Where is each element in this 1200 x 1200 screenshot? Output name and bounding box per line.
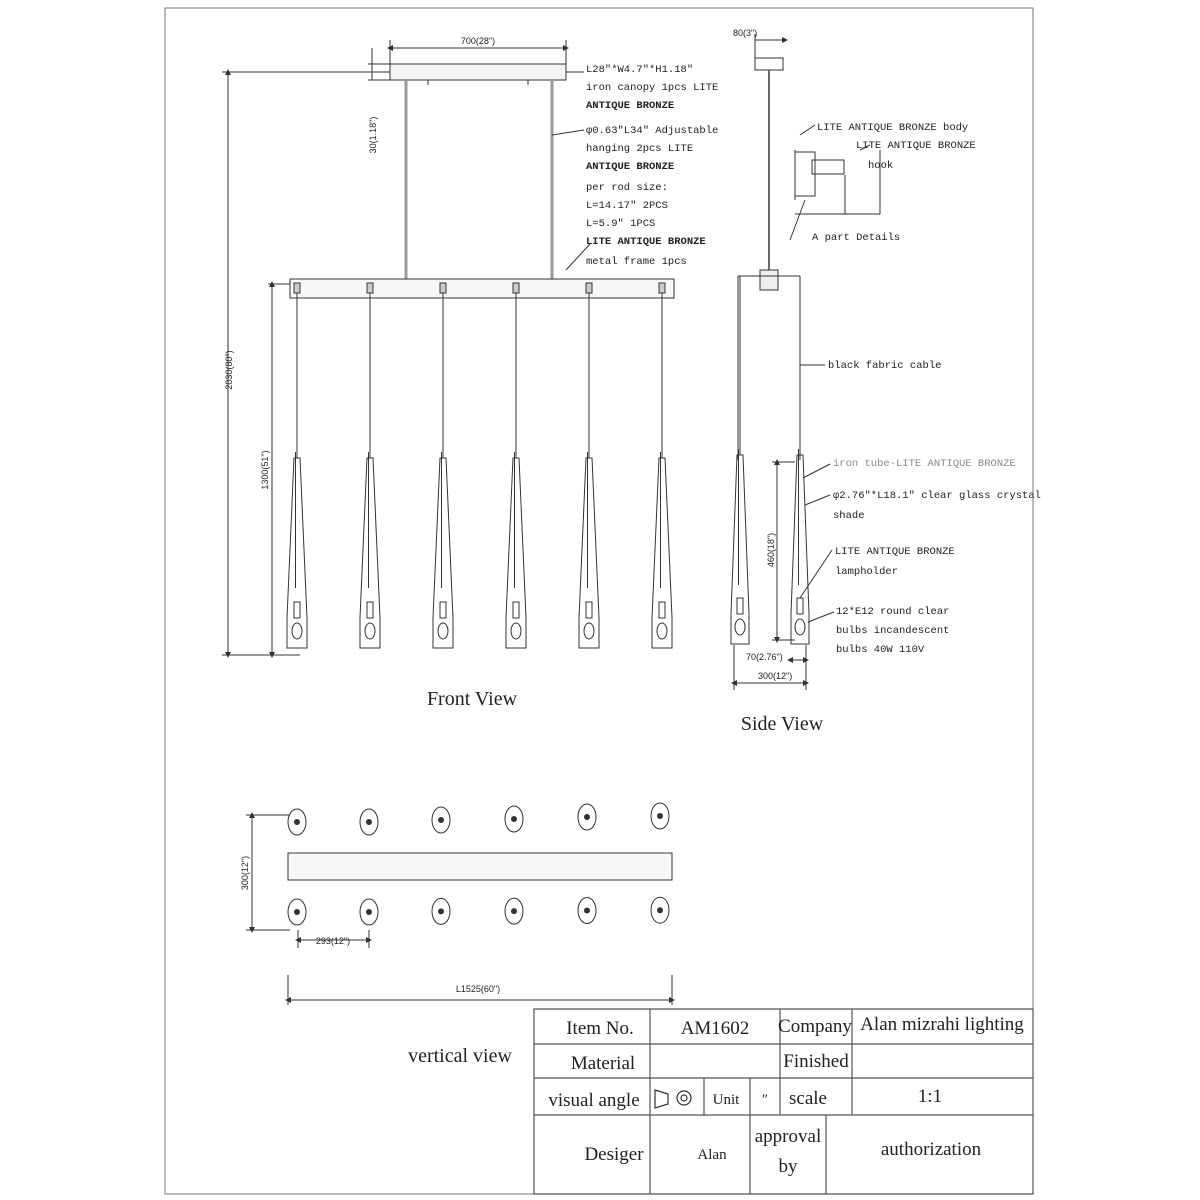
- pendant-glass-shade: [731, 455, 749, 644]
- svg-text:φ0.63"L34" Adjustable: φ0.63"L34" Adjustable: [586, 125, 719, 137]
- company-value: Alan mizrahi lighting: [860, 1014, 1024, 1035]
- pendant-lampholder: [586, 602, 592, 618]
- pendant-glass-shade: [360, 458, 380, 648]
- pendant-lampholder: [737, 598, 743, 614]
- svg-text:metal frame 1pcs: metal frame 1pcs: [586, 256, 687, 268]
- pendant-top-center: [294, 819, 300, 825]
- vertical-dim-depth: 300(12"): [240, 855, 250, 891]
- side-view-title: Side View: [740, 713, 824, 735]
- vertical-dim-length: L1525(60"): [455, 984, 501, 994]
- pendant: [433, 293, 453, 648]
- pendant-top-center: [584, 814, 590, 820]
- bulb-note-3: bulbs 40W 110V: [836, 644, 925, 656]
- pendant-lampholder: [513, 602, 519, 618]
- side-dim-shade-width: 70(2.76"): [746, 652, 783, 662]
- pendant-top-center: [584, 908, 590, 914]
- item-no-label: Item No.: [566, 1018, 634, 1039]
- pendant-lampholder: [440, 602, 446, 618]
- pendant-bulb: [657, 623, 667, 639]
- svg-text:per rod size:: per rod size:: [586, 182, 668, 194]
- pendant-glass-shade: [579, 458, 599, 648]
- vertical-dim-spacing: 293(12"): [315, 936, 351, 946]
- pendant: [652, 293, 672, 648]
- shade-note-2: shade: [833, 510, 865, 522]
- front-view-title: Front View: [426, 688, 518, 710]
- tube-note: iron tube-LITE ANTIQUE BRONZE: [833, 458, 1016, 470]
- designer-label: Desiger: [584, 1144, 644, 1165]
- finished-label: Finished: [783, 1051, 849, 1072]
- pendant-top-center: [511, 908, 517, 914]
- pendant-connector: [294, 283, 300, 293]
- metal-frame: [290, 279, 674, 298]
- visual-angle-label: visual angle: [548, 1090, 640, 1111]
- dim-top-text: 700(28"): [460, 36, 496, 46]
- detail-note-hook: hook: [868, 160, 894, 172]
- company-label: Company: [778, 1016, 852, 1037]
- pendant: [731, 276, 749, 644]
- holder-note-2: lampholder: [835, 566, 899, 578]
- pendant-bulb: [292, 623, 302, 639]
- front-pendants: [287, 283, 672, 648]
- pendant: [360, 293, 380, 648]
- pendant: [506, 293, 526, 648]
- pendant-connector: [659, 283, 665, 293]
- pendant-top-center: [438, 817, 444, 823]
- side-pendants: [731, 276, 809, 644]
- side-canopy: [755, 58, 783, 70]
- svg-text:LITE ANTIQUE BRONZE: LITE ANTIQUE BRONZE: [586, 236, 706, 248]
- scale-value: 1:1: [917, 1086, 943, 1107]
- pendant-glass-shade: [506, 458, 526, 648]
- pendant-lampholder: [294, 602, 300, 618]
- pendant-connector: [513, 283, 519, 293]
- pendant-glass-shade: [791, 455, 809, 644]
- svg-text:ANTIQUE BRONZE: ANTIQUE BRONZE: [586, 100, 675, 112]
- pendant-lampholder: [367, 602, 373, 618]
- svg-text:L=5.9" 1PCS: L=5.9" 1PCS: [586, 218, 656, 230]
- pendant-bulb: [584, 623, 594, 639]
- side-dim-frame-width: 300(12"): [758, 671, 793, 681]
- pendant-bulb: [438, 623, 448, 639]
- dim-canopy-text: 30(1.18"): [368, 116, 378, 154]
- pendant-lampholder: [659, 602, 665, 618]
- unit-label: Unit: [712, 1092, 740, 1108]
- svg-text:ANTIQUE BRONZE: ANTIQUE BRONZE: [586, 161, 675, 173]
- pendant: [287, 293, 307, 648]
- pendant-lampholder: [797, 598, 803, 614]
- pendant: [579, 293, 599, 648]
- material-label: Material: [570, 1053, 636, 1074]
- pendant-top-center: [438, 908, 444, 914]
- bulb-note-2: bulbs incandescent: [836, 625, 950, 637]
- side-frame: [760, 270, 778, 290]
- scale-label: scale: [789, 1088, 827, 1109]
- pendant-glass-shade: [433, 458, 453, 648]
- detail-note-bronze: LITE ANTIQUE BRONZE: [856, 140, 976, 152]
- side-dim-top: 80(3"): [733, 28, 758, 38]
- designer-value: Alan: [697, 1147, 727, 1163]
- detail-note-body: LITE ANTIQUE BRONZE body: [817, 122, 969, 134]
- side-dim-shade: 460(18"): [766, 532, 776, 568]
- pendant-connector: [586, 283, 592, 293]
- pendant-top-center: [657, 813, 663, 819]
- shade-note-1: φ2.76"*L18.1" clear glass crystal: [833, 490, 1041, 502]
- approval-label-1: approval: [754, 1126, 822, 1147]
- detail-note-title: A part Details: [812, 232, 901, 244]
- canopy: [390, 64, 566, 80]
- dim-total-text: 2030(80"): [224, 350, 234, 390]
- svg-text:hanging 2pcs LITE: hanging 2pcs LITE: [586, 143, 694, 155]
- front-notes: [586, 64, 718, 268]
- pendant-glass-shade: [652, 458, 672, 648]
- svg-text:iron canopy 1pcs LITE: iron canopy 1pcs LITE: [586, 82, 719, 94]
- svg-text:L=14.17" 2PCS: L=14.17" 2PCS: [586, 200, 668, 212]
- item-no-value: AM1602: [680, 1018, 750, 1039]
- unit-value: ″: [761, 1092, 769, 1108]
- pendant-top-center: [366, 819, 372, 825]
- cable-note: black fabric cable: [828, 360, 942, 372]
- pendant-connector: [440, 283, 446, 293]
- holder-note-1: LITE ANTIQUE BRONZE: [835, 546, 955, 558]
- pendant-glass-shade: [287, 458, 307, 648]
- pendant-top-center: [366, 909, 372, 915]
- vertical-view-title: vertical view: [408, 1045, 512, 1067]
- pendant-connector: [367, 283, 373, 293]
- pendant-bulb: [795, 619, 805, 635]
- pendant-bulb: [365, 623, 375, 639]
- pendant-top-center: [294, 909, 300, 915]
- svg-text:L28"*W4.7"*H1.18": L28"*W4.7"*H1.18": [586, 64, 694, 76]
- authorization-label: authorization: [880, 1139, 982, 1160]
- bulb-note-1: 12*E12 round clear: [836, 606, 950, 618]
- pendant-top-center: [657, 907, 663, 913]
- pendant-top-center: [511, 816, 517, 822]
- vertical-view: [246, 815, 672, 1005]
- vertical-frame: [288, 853, 672, 880]
- dim-drop-text: 1300(51"): [260, 450, 270, 490]
- pendant-bulb: [511, 623, 521, 639]
- approval-label-2: by: [778, 1156, 798, 1177]
- pendant-bulb: [735, 619, 745, 635]
